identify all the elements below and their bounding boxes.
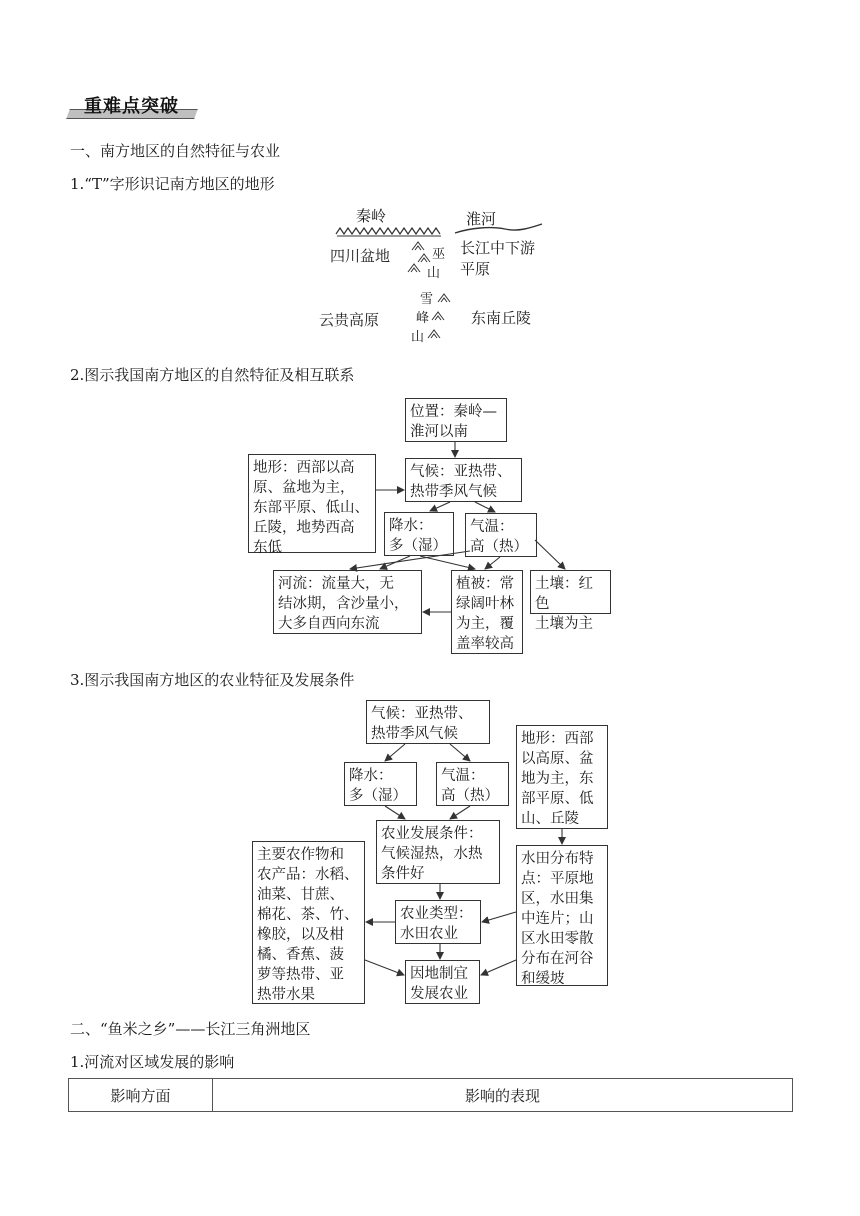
label-dongnan-hills: 东南丘陵 (471, 309, 532, 327)
d2-climate-box: 气候：亚热带、 热带季风气候 (405, 458, 522, 502)
table-header-manifestation: 影响的表现 (213, 1079, 793, 1112)
d3-conditions-box: 农业发展条件： 气候湿热，水热 条件好 (376, 820, 500, 884)
label-xuefeng-3: 山 (411, 330, 425, 345)
d2-precip-box: 降水： 多（湿） (384, 512, 454, 556)
diagram2-heading: 2.图示我国南方地区的自然特征及相互联系 (70, 366, 355, 384)
label-qinling: 秦岭 (356, 207, 387, 225)
t-map-heading: 1.“T”字形识记南方地区的地形 (70, 175, 275, 193)
d3-agri-type-box: 农业类型： 水田农业 (395, 900, 481, 944)
d3-terrain-box: 地形：西部 以高原、盆 地为主，东 部平原、低 山、丘陵 (516, 725, 608, 829)
label-changjiang-plain: 长江中下游 (460, 239, 536, 257)
part2-title: 二、“鱼米之乡”——长江三角洲地区 (70, 1020, 311, 1038)
d3-adapt-box: 因地制宜 发展农业 (405, 960, 480, 1004)
d3-temp-box: 气温： 高（热） (436, 762, 509, 806)
part2-subheading: 1.河流对区域发展的影响 (70, 1053, 235, 1071)
part1-title: 一、南方地区的自然特征与农业 (70, 142, 281, 160)
table-header-aspect: 影响方面 (69, 1079, 213, 1112)
d2-river-box: 河流：流量大，无 结冰期，含沙量小， 大多自西向东流 (273, 570, 422, 634)
d3-crops-box: 主要农作物和 农产品：水稻、 油菜、甘蔗、 棉花、茶、竹、 橡胶，以及柑 橘、香蕉、菠 萝等热带、亚 热带水果 (252, 841, 365, 1004)
label-pingyuan: 平原 (460, 260, 491, 278)
table-header-row (69, 1079, 793, 1112)
d3-paddy-box: 水田分布特 点：平原地 区，水田集 中连片；山 区水田零散 分布在河谷 和缓坡 (516, 845, 608, 986)
d2-vegetation-box: 植被：常 绿阔叶林 为主，覆 盖率较高 (451, 570, 523, 654)
section-badge-text: 重难点突破 (84, 96, 179, 117)
label-wushan-1: 巫 (432, 247, 446, 262)
d2-temp-box: 气温： 高（热） (465, 513, 537, 557)
diagram3-heading: 3.图示我国南方地区的农业特征及发展条件 (70, 671, 355, 689)
label-yungui-plateau: 云贵高原 (319, 311, 380, 329)
label-wushan-2: 山 (427, 266, 441, 281)
label-xuefeng-1: 雪 (420, 292, 434, 307)
d3-climate-box: 气候：亚热带、 热带季风气候 (366, 700, 490, 744)
d2-soil-box: 土壤：红色 土壤为主 (530, 570, 611, 614)
d3-precip-box: 降水： 多（湿） (344, 762, 417, 806)
label-huaihe: 淮河 (466, 210, 497, 228)
label-sichuan-basin: 四川盆地 (330, 247, 391, 265)
label-xuefeng-2: 峰 (416, 311, 430, 326)
influence-table (68, 1078, 793, 1112)
d2-location-box: 位置：秦岭— 淮河以南 (405, 398, 507, 442)
d2-terrain-box: 地形：西部以高 原、盆地为主， 东部平原、低山、 丘陵，地势西高 东低 (248, 454, 376, 553)
